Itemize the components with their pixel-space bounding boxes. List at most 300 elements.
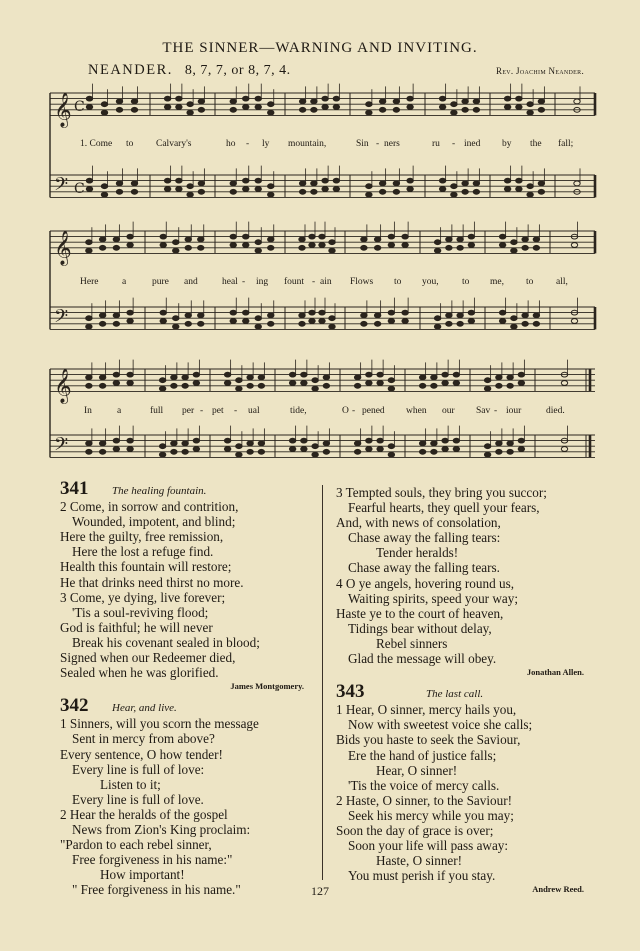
lyric-syllable: 1. Come (80, 139, 113, 149)
note-head (289, 372, 295, 377)
note-head (113, 447, 119, 452)
note-head (243, 310, 249, 315)
note-head (198, 99, 204, 104)
lyric-syllable: pened (362, 406, 385, 416)
note-head (571, 243, 577, 248)
lyric-syllable: to (126, 139, 134, 149)
note-head (198, 245, 204, 250)
note-head (193, 381, 199, 386)
note-head (518, 372, 524, 377)
note-head (322, 105, 328, 110)
note-head (185, 245, 191, 250)
lyric-syllable: ru (432, 139, 440, 149)
note-head (311, 107, 317, 112)
note-head (374, 313, 380, 318)
note-head (160, 310, 166, 315)
note-head (402, 234, 408, 239)
note-head (159, 386, 165, 391)
note-head (255, 248, 261, 253)
treble-clef-icon: 𝄞 (54, 230, 72, 266)
note-head (468, 234, 474, 239)
lyric-syllable: ain (320, 277, 332, 287)
note-head (354, 383, 360, 388)
note-head (361, 245, 367, 250)
hymn-line: Tidings bear without delay, (348, 620, 492, 636)
hymn-line: Break his covenant sealed in blood; (72, 634, 260, 650)
note-head (236, 378, 242, 383)
note-head (255, 324, 261, 329)
note-head (86, 178, 92, 183)
hymn-line: 'Tis the voice of mercy calls. (348, 777, 500, 793)
hymn-line: Chase away the falling tears: (348, 530, 501, 546)
note-head (366, 102, 372, 107)
note-head (451, 192, 457, 197)
note-head (329, 324, 335, 329)
hymn-line: Every sentence, O how tender! (60, 746, 223, 762)
hymn-line: Chase away the falling tears. (348, 560, 500, 576)
lyric-syllable: our (442, 406, 455, 416)
note-head (431, 449, 437, 454)
note-head (230, 181, 236, 186)
note-head (439, 178, 445, 183)
note-head (522, 313, 528, 318)
note-head (312, 444, 318, 449)
note-head (366, 192, 372, 197)
note-head (171, 449, 177, 454)
hymn-line: Sent in mercy from above? (72, 731, 215, 747)
note-head (289, 438, 295, 443)
note-head (86, 324, 92, 329)
note-head (160, 319, 166, 324)
hymn-line: Now with sweetest voice she calls; (348, 717, 533, 733)
note-head (329, 248, 335, 253)
note-head (533, 321, 539, 326)
note-head (402, 310, 408, 315)
note-head (247, 441, 253, 446)
bass-clef-icon: 𝄢 (54, 434, 69, 460)
note-head (311, 189, 317, 194)
note-head (230, 189, 236, 194)
lyric-syllable: - (452, 139, 456, 149)
hymn-line: Ere the hand of justice falls; (348, 747, 497, 763)
hymn-line: 2 Hear the heralds of the gospel (60, 806, 228, 822)
note-head (322, 187, 328, 192)
lyric-syllable: per (182, 406, 195, 416)
note-head (462, 189, 468, 194)
note-head (561, 381, 567, 386)
lyric-syllable: the (530, 139, 542, 149)
note-head (311, 181, 317, 186)
note-head (527, 110, 533, 115)
hymn-line: Listen to it; (100, 776, 161, 792)
note-head (164, 187, 170, 192)
note-head (329, 316, 335, 321)
lyric-syllable: and (184, 277, 198, 287)
note-head (99, 245, 105, 250)
lyric-syllable: to (462, 277, 470, 287)
note-head (176, 105, 182, 110)
note-head (173, 316, 179, 321)
note-head (127, 310, 133, 315)
note-head (198, 313, 204, 318)
hymn-line: Here the lost a refuge find. (72, 544, 214, 560)
note-head (499, 319, 505, 324)
note-head (451, 110, 457, 115)
note-head (101, 192, 107, 197)
hymn-line: He that drinks need thirst no more. (60, 574, 244, 590)
hymn-line: 1 Sinners, will you scorn the message (60, 716, 259, 732)
note-head (86, 375, 92, 380)
note-head (289, 447, 295, 452)
note-head (374, 245, 380, 250)
note-head (301, 438, 307, 443)
note-head (255, 240, 261, 245)
hymn-number: 343 (336, 681, 365, 703)
tune-name: NEANDER. (88, 62, 173, 78)
hymn-line: Signed when our Redeemer died, (60, 650, 236, 666)
note-head (171, 383, 177, 388)
note-head (402, 319, 408, 324)
hymn-line: Rebel sinners (376, 635, 448, 651)
lyric-syllable: - (242, 277, 246, 287)
note-head (299, 99, 305, 104)
note-head (243, 243, 249, 248)
note-head (86, 96, 92, 101)
note-head (193, 438, 199, 443)
note-head (311, 99, 317, 104)
note-head (99, 375, 105, 380)
note-head (431, 375, 437, 380)
note-head (511, 324, 517, 329)
note-head (462, 107, 468, 112)
note-head (473, 99, 479, 104)
note-head (230, 310, 236, 315)
hymn-343-heading (336, 681, 588, 703)
lyric-syllable: Sin (356, 139, 369, 149)
note-head (255, 187, 261, 192)
note-head (379, 99, 385, 104)
note-head (457, 237, 463, 242)
hymn-line: 3 Tempted souls, they bring you succor; (336, 485, 547, 500)
note-head (224, 372, 230, 377)
note-head (439, 105, 445, 110)
note-head (419, 449, 425, 454)
note-head (116, 99, 122, 104)
note-head (299, 189, 305, 194)
lyric-syllable: - (352, 406, 356, 416)
note-head (419, 375, 425, 380)
note-head (457, 245, 463, 250)
hymn-number: 342 (60, 695, 89, 717)
note-head (507, 449, 513, 454)
note-head (182, 441, 188, 446)
note-head (379, 181, 385, 186)
hymn-number: 341 (60, 478, 89, 499)
note-head (538, 99, 544, 104)
note-head (258, 383, 264, 388)
note-head (230, 234, 236, 239)
note-head (518, 438, 524, 443)
hymn-line: Fearful hearts, they quell your fears, (348, 500, 540, 516)
bass-clef-icon: 𝄢 (54, 174, 69, 200)
note-head (312, 378, 318, 383)
note-head (193, 447, 199, 452)
note-head (533, 237, 539, 242)
note-head (388, 452, 394, 457)
note-head (198, 181, 204, 186)
note-head (113, 313, 119, 318)
note-head (243, 319, 249, 324)
note-head (533, 245, 539, 250)
lyric-syllable: pet (212, 406, 224, 416)
note-head (243, 187, 249, 192)
note-head (230, 243, 236, 248)
note-head (159, 452, 165, 457)
note-head (224, 438, 230, 443)
note-head (236, 452, 242, 457)
note-head (361, 313, 367, 318)
note-head (243, 178, 249, 183)
note-head (99, 321, 105, 326)
lyric-syllable: Here (80, 277, 99, 287)
note-head (230, 319, 236, 324)
note-head (243, 234, 249, 239)
note-head (193, 372, 199, 377)
note-head (499, 310, 505, 315)
note-head (374, 321, 380, 326)
note-head (198, 321, 204, 326)
note-head (268, 321, 274, 326)
note-head (407, 105, 413, 110)
note-head (446, 237, 452, 242)
hymn-line: Hear, O sinner! (376, 762, 458, 778)
hymn-line: How important! (100, 867, 185, 883)
note-head (159, 444, 165, 449)
note-head (86, 105, 92, 110)
left-column (60, 478, 308, 898)
lyric-syllable: fall; (558, 139, 574, 149)
lyric-syllable: ing (256, 277, 269, 287)
hymn-line: Tender heralds! (376, 545, 459, 561)
note-head (86, 240, 92, 245)
note-head (164, 96, 170, 101)
note-head (468, 319, 474, 324)
hymn-line: 2 Come, in sorrow and contrition, (60, 499, 239, 515)
note-head (377, 447, 383, 452)
note-head (516, 105, 522, 110)
note-head (86, 316, 92, 321)
note-head (453, 438, 459, 443)
note-head (499, 243, 505, 248)
note-head (171, 375, 177, 380)
hymn-line: Here the guilty, free remission, (60, 529, 224, 545)
note-head (268, 110, 274, 115)
lyric-syllable: heal (222, 277, 238, 287)
note-head (309, 310, 315, 315)
note-head (230, 107, 236, 112)
note-head (224, 447, 230, 452)
lyric-syllable: when (406, 406, 427, 416)
lyric-syllable: pure (152, 277, 169, 287)
note-head (268, 192, 274, 197)
note-head (538, 107, 544, 112)
note-head (453, 381, 459, 386)
note-head (160, 234, 166, 239)
note-head (182, 449, 188, 454)
hymn-author: Andrew Reed. (532, 884, 584, 895)
note-head (439, 96, 445, 101)
lyric-syllable: - (234, 406, 238, 416)
note-head (446, 321, 452, 326)
note-head (176, 96, 182, 101)
hymn-line: And, with news of consolation, (336, 515, 501, 531)
note-head (393, 181, 399, 186)
note-head (434, 316, 440, 321)
note-head (574, 181, 580, 186)
lyric-syllable: me, (490, 277, 504, 287)
note-head (571, 319, 577, 324)
note-head (127, 319, 133, 324)
hymn-line: Waiting spirits, speed your way; (348, 590, 518, 606)
note-head (299, 245, 305, 250)
note-head (323, 441, 329, 446)
note-head (243, 105, 249, 110)
note-head (301, 381, 307, 386)
note-head (538, 181, 544, 186)
note-head (507, 383, 513, 388)
lyric-syllable: a (117, 406, 122, 416)
note-head (419, 383, 425, 388)
page-number: 127 (311, 884, 329, 898)
lyric-syllable: ho (226, 139, 236, 149)
note-head (255, 178, 261, 183)
hymn-line: Haste ye to the court of heaven, (336, 605, 504, 621)
note-head (333, 187, 339, 192)
note-head (453, 372, 459, 377)
note-head (496, 375, 502, 380)
note-head (268, 102, 274, 107)
note-head (504, 96, 510, 101)
note-head (484, 386, 490, 391)
note-head (99, 441, 105, 446)
note-head (323, 375, 329, 380)
note-head (434, 324, 440, 329)
note-head (299, 321, 305, 326)
note-head (361, 237, 367, 242)
note-head (127, 438, 133, 443)
note-head (187, 192, 193, 197)
hymn-line: 'Tis a soul-reviving flood; (72, 604, 209, 620)
note-head (522, 237, 528, 242)
note-head (86, 383, 92, 388)
lyric-syllable: ined (464, 139, 481, 149)
note-head (446, 245, 452, 250)
note-head (323, 449, 329, 454)
hymn-line: Free forgiveness in his name:" (72, 852, 233, 868)
note-head (451, 102, 457, 107)
note-head (511, 248, 517, 253)
note-head (187, 184, 193, 189)
note-head (312, 386, 318, 391)
note-head (176, 178, 182, 183)
note-head (393, 107, 399, 112)
note-head (407, 178, 413, 183)
note-head (101, 110, 107, 115)
note-head (393, 99, 399, 104)
note-head (86, 441, 92, 446)
note-head (419, 441, 425, 446)
lyric-syllable: all, (556, 277, 568, 287)
note-head (388, 378, 394, 383)
note-head (255, 105, 261, 110)
note-head (388, 243, 394, 248)
lyric-syllable: by (502, 139, 512, 149)
hymn-line: 1 Hear, O sinner, mercy hails you, (336, 702, 517, 718)
lyric-syllable: In (84, 406, 92, 416)
note-head (171, 441, 177, 446)
note-head (496, 441, 502, 446)
note-head (198, 237, 204, 242)
lyric-syllable: a (122, 277, 127, 287)
hymn-line: " Free forgiveness in his name." (72, 882, 241, 898)
note-head (164, 178, 170, 183)
note-head (457, 313, 463, 318)
note-head (377, 438, 383, 443)
note-head (484, 452, 490, 457)
note-head (131, 107, 137, 112)
note-head (268, 245, 274, 250)
note-head (160, 243, 166, 248)
hymn-342-heading (60, 695, 308, 717)
hymn-subtitle: The last call. (426, 688, 484, 701)
time-signature-icon: C (74, 180, 85, 197)
note-head (182, 383, 188, 388)
note-head (322, 178, 328, 183)
note-head (354, 441, 360, 446)
note-head (127, 447, 133, 452)
note-head (527, 192, 533, 197)
note-head (434, 248, 440, 253)
note-head (258, 375, 264, 380)
note-head (309, 234, 315, 239)
note-head (289, 381, 295, 386)
note-head (451, 184, 457, 189)
lyric-syllable: tide, (290, 406, 307, 416)
note-head (159, 378, 165, 383)
note-head (499, 234, 505, 239)
note-head (255, 316, 261, 321)
note-head (243, 96, 249, 101)
hymn-line: Every line is full of love: (72, 761, 205, 777)
note-head (484, 378, 490, 383)
note-head (309, 319, 315, 324)
note-head (518, 447, 524, 452)
hymn-line: 4 O ye angels, hovering round us, (336, 575, 514, 591)
note-head (434, 240, 440, 245)
note-head (268, 313, 274, 318)
note-head (299, 107, 305, 112)
note-head (366, 110, 372, 115)
note-head (299, 181, 305, 186)
hymn-author: Jonathan Allen. (526, 667, 584, 678)
note-head (504, 105, 510, 110)
note-head (407, 96, 413, 101)
note-head (333, 178, 339, 183)
note-head (176, 187, 182, 192)
right-column (336, 485, 588, 896)
note-head (507, 441, 513, 446)
note-head (366, 372, 372, 377)
